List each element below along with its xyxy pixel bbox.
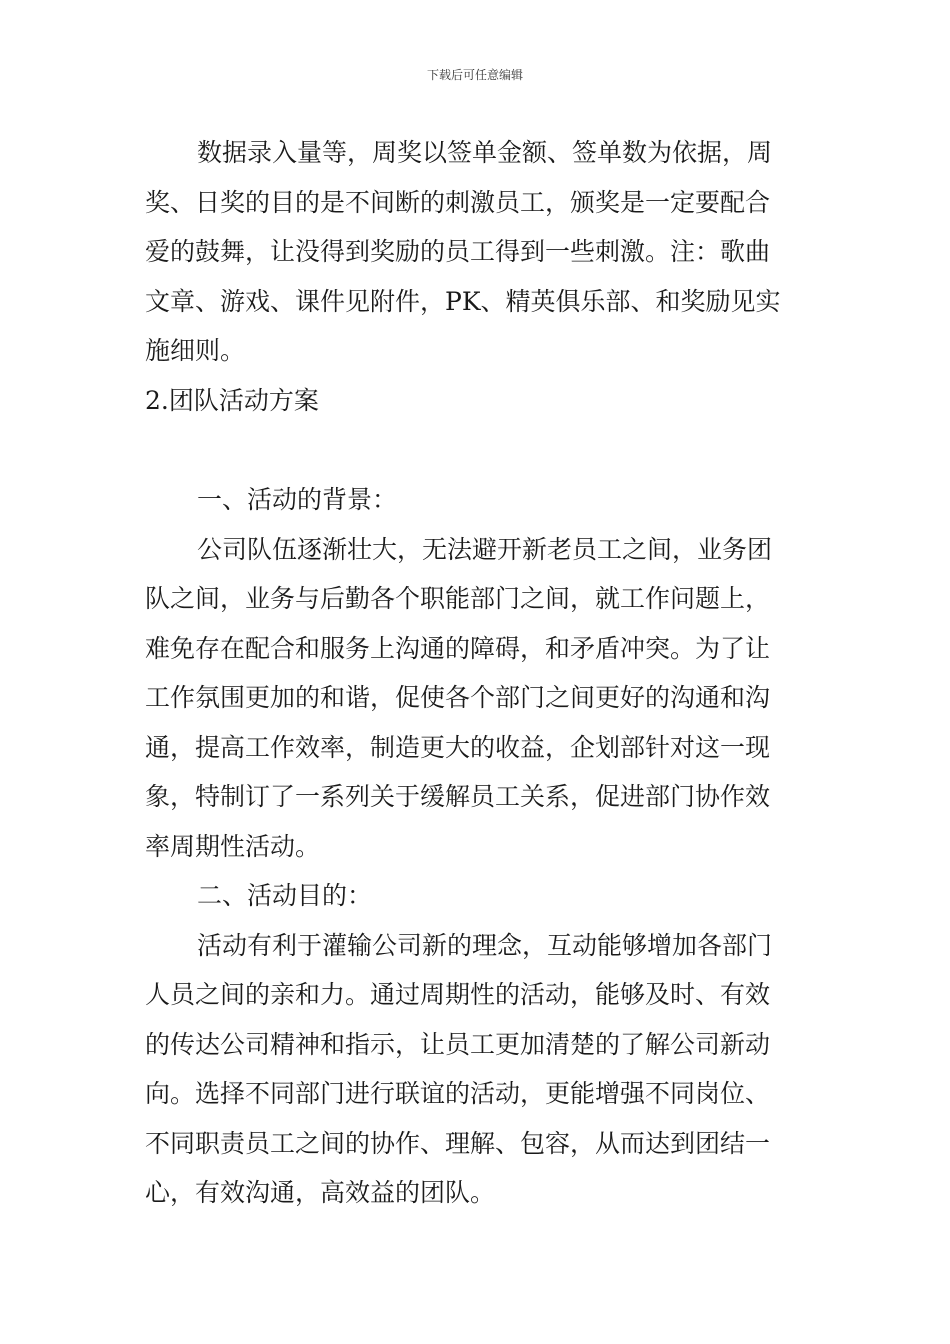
- document-body: [145, 128, 815, 1218]
- paragraph-line: 数据录入量等，周奖以签单金额、签单数为依据，周: [197, 138, 773, 167]
- paragraph-line: 奖、日奖的目的是不间断的刺激员工，颁奖是一定要配合: [145, 187, 771, 217]
- paragraph-line: 象，特制订了一系列关于缓解员工关系，促进部门协作效: [145, 782, 771, 811]
- page-header-note: 下载后可任意编辑: [426, 68, 523, 82]
- paragraph-line: 爱的鼓舞，让没得到奖励的员工得到一些刺激。注：歌曲: [145, 237, 771, 266]
- paragraph-line: 通，提高工作效率，制造更大的收益，企划部针对这一现: [145, 732, 771, 762]
- paragraph-line: 文章、游戏、课件见附件，PK、精英俱乐部、和奖励见实: [145, 286, 781, 316]
- paragraph-line: 施细则。: [145, 336, 246, 365]
- paragraph-line: 向。选择不同部门进行联谊的活动，更能增强不同岗位、: [145, 1079, 771, 1108]
- paragraph-line: 率周期性活动。: [145, 831, 321, 861]
- section-heading-purpose: 二、活动目的：: [197, 881, 373, 910]
- paragraph-line: 不同职责员工之间的协作、理解、包容，从而达到团结一: [145, 1128, 771, 1158]
- section-heading-background: 一、活动的背景：: [197, 485, 398, 514]
- paragraph-line: 人员之间的亲和力。通过周期性的活动，能够及时、有效: [145, 980, 771, 1009]
- paragraph-line: 难免存在配合和服务上沟通的障碍，和矛盾冲突。为了让: [145, 633, 771, 663]
- paragraph-line: 活动有利于灌输公司新的理念，互动能够增加各部门: [197, 930, 773, 960]
- paragraph-line: 心，有效沟通，高效益的团队。: [145, 1178, 496, 1207]
- paragraph-line: 队之间，业务与后勤各个职能部门之间，就工作问题上，: [145, 584, 771, 613]
- blank-line: [145, 425, 815, 475]
- section-title: 2.团队活动方案: [145, 385, 319, 415]
- paragraph-line: 的传达公司精神和指示，让员工更加清楚的了解公司新动: [145, 1029, 771, 1059]
- paragraph-line: 公司队伍逐渐壮大，无法避开新老员工之间，业务团: [197, 534, 773, 564]
- paragraph-line: 工作氛围更加的和谐，促使各个部门之间更好的沟通和沟: [145, 683, 771, 712]
